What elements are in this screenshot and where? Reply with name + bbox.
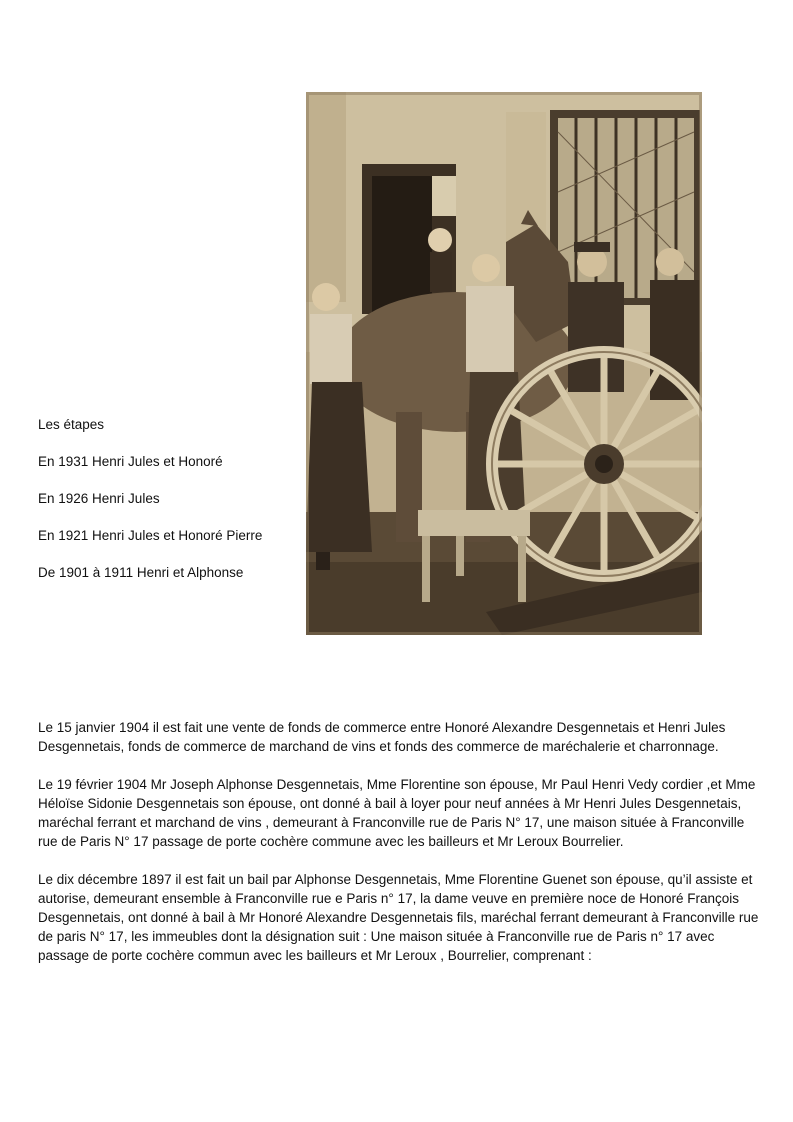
paragraph-sale-1904: Le 15 janvier 1904 il est fait une vente de fonds de commerce entre Honoré Alexandre Desgennetais et Henri Jules Desgennetais, fonds de commerce de marchand de vins et fonds des commerce de maréchalerie et charronnage. — [38, 720, 726, 754]
body-text — [38, 718, 763, 984]
steps-heading: Les étapes — [38, 417, 105, 432]
photograph — [306, 92, 702, 635]
steps-list — [38, 417, 300, 602]
paragraph-lease-1904: Le 19 février 1904 Mr Joseph Alphonse Desgennetais, Mme Florentine son épouse, Mr Paul Henri Vedy cordier ,et Mme Héloïse Sidonie Desgennetais son épouse, ont donné à bail à loyer pour neuf années à Mr Henri Jules Desgennetais, maréchal ferrant et marchand de vins , demeurant à Franconville rue de Paris N° 17, une maison située à Franconville rue de Paris N° 17 passage de porte cochère commune avec les bailleurs et Mr Leroux Bourrelier. — [38, 777, 756, 849]
step-item-1926: En 1926 Henri Jules — [38, 491, 160, 506]
paragraph-lease-1897: Le dix décembre 1897 il est fait un bail par Alphonse Desgennetais, Mme Florentine Guenet son épouse, qu’il assiste et autorise, demeurant ensemble à Franconville rue e Paris n° 17, la dame veuve en première noce de Honoré François Desgennetais, ont donné à bail à Mr Honoré Alexandre Desgennetais fils, maréchal ferrant demeurant à Franconville rue de paris N° 17, les immeubles dont la désignation suit : Une maison située à Franconville rue de Paris n° 17 avec passage de porte cochère commun avec les bailleurs et Mr Leroux , Bourrelier, comprenant : — [38, 872, 759, 963]
step-item-1921: En 1921 Henri Jules et Honoré Pierre — [38, 528, 263, 543]
step-item-1901-1911: De 1901 à 1911 Henri et Alphonse — [38, 565, 244, 580]
photograph-drawing — [306, 92, 702, 635]
step-item-1931: En 1931 Henri Jules et Honoré — [38, 454, 223, 469]
